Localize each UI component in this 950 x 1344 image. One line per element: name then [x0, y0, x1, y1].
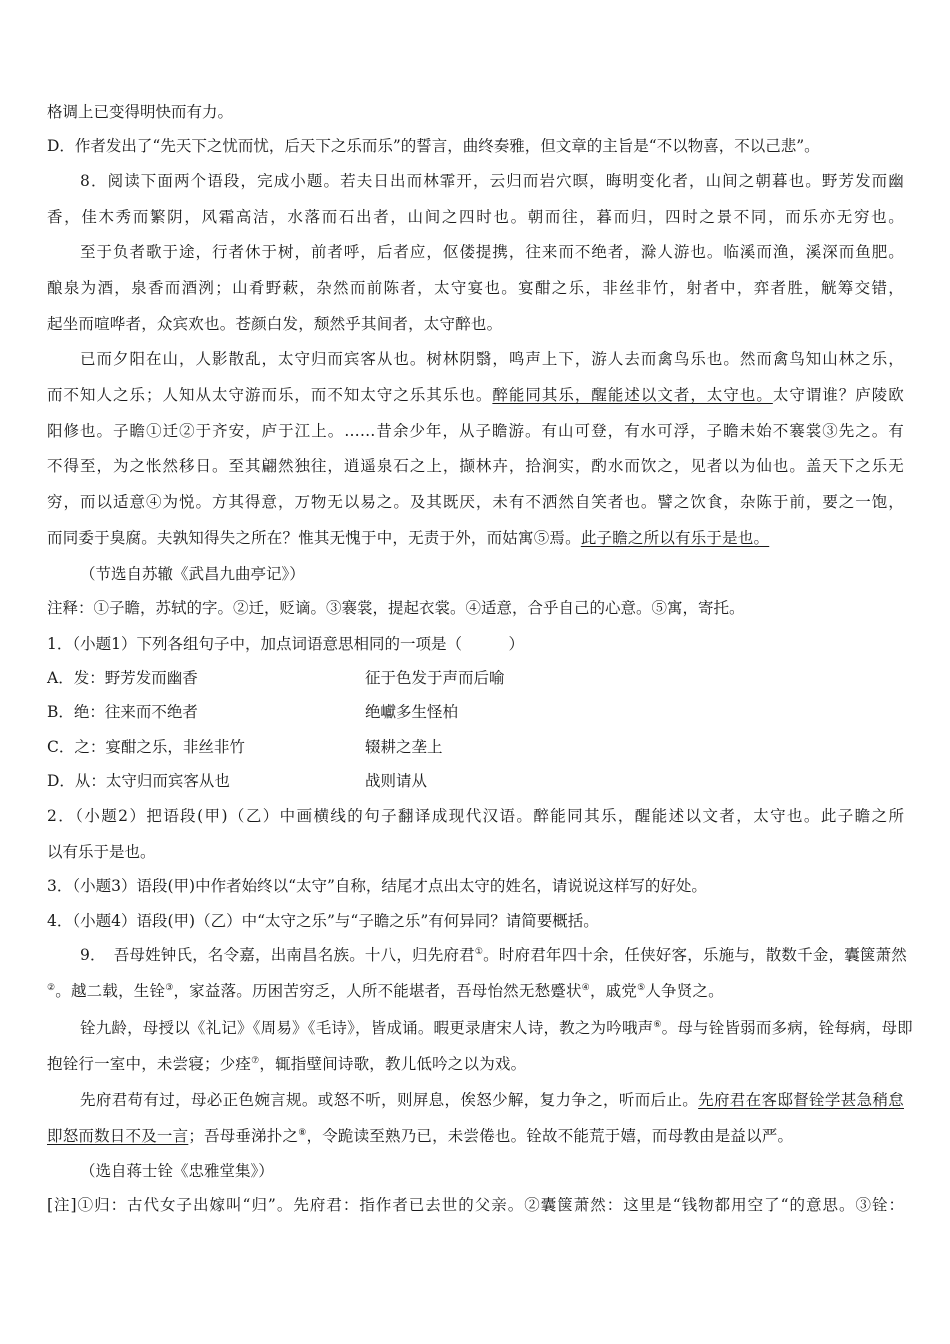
annotation-notes: [注]①归：古代女子出嫁叫“归”。先府君：指作者已去世的父亲。②囊箧萧然：这里是“钱物都用空了“的意思。③铨：	[47, 1196, 904, 1214]
source-citation: （节选自苏辙《武昌九曲亭记》）	[80, 565, 305, 583]
option-c	[47, 737, 904, 757]
footnote-mark: ⑤	[637, 982, 646, 993]
passage-line: 起坐而喧哗者，众宾欢也。苍颜白发，颓然乎其间者，太守醉也。	[47, 315, 503, 333]
option-right: 战则请从	[365, 772, 428, 790]
passage-text: 先府君苟有过，母必正色婉言规。或怒不听，则屏息，俟怒少解，复力争之，听而后止。	[80, 1091, 699, 1109]
passage-text: ，令跪读至熟乃已，未尝倦也。铨故不能荒于嬉，而母教由是益以严。	[306, 1127, 794, 1145]
option-right: 辍耕之垄上	[365, 738, 443, 756]
passage-line	[47, 385, 904, 405]
passage-line	[80, 1018, 913, 1038]
passage-line: 不得至，为之怅然移日。至其翩然独往，逍遥泉石之上，撷林卉，拾涧实，酌水而饮之，见者以为仙也。盖天下之乐无	[47, 457, 904, 475]
text-line: 格调上已变得明快而有力。	[47, 103, 234, 121]
sub-question-3: 3．（小题3）语段(甲)中作者始终以“太守”自称，结尾才点出太守的姓名，请说说这样写的好处。	[47, 877, 707, 895]
passage-text: 而不知人之乐；人知从太守游而乐，而不知太守之乐其乐也。	[47, 386, 493, 404]
passage-line: 香，佳木秀而繁阴，风霜高洁，水落而石出者，山间之四时也。朝而往，暮而归，四时之景不同，而乐亦无穷也。	[47, 208, 904, 226]
option-left: A．发：野芳发而幽香	[47, 669, 198, 687]
sub-question-2: 2．（小题2）把语段(甲)（乙）中画横线的句子翻译成现代汉语。醉能同其乐，醒能述以文者，太守也。此子瞻之所	[47, 807, 904, 825]
passage-line: 穷，而以适意④为悦。方其得意，万物无以易之。及其既厌，未有不洒然自笑者也。譬之饮食，杂陈于前，要之一饱，	[47, 493, 904, 511]
passage-text: 。母与铨皆弱而多病，铨每病，母即	[661, 1019, 913, 1037]
annotation-notes: 注释：①子瞻，苏轼的字。②迁，贬谪。③褰裳，提起衣裳。④适意，合乎自己的心意。⑤寓，寄托。	[47, 599, 745, 617]
footnote-mark: ③	[165, 982, 174, 993]
passage-line	[47, 1054, 526, 1074]
passage-line	[47, 1126, 793, 1146]
passage-text: ，家益落。历困苦穷乏，人所不能堪者，吾母怡然无愁蹙状	[173, 982, 582, 1000]
footnote-mark: ⑧	[298, 1127, 307, 1138]
footnote-mark: ④	[581, 982, 590, 993]
passage-line: 酿泉为酒，泉香而酒洌；山肴野蔌，杂然而前陈者，太守宴也。宴酣之乐，非丝非竹，射者中，弈者胜，觥筹交错，	[47, 279, 904, 297]
option-left: C．之：宴酣之乐，非丝非竹	[47, 738, 245, 756]
passage-line: 至于负者歌于途，行者休于树，前者呼，后者应，伛偻提携，往来而不绝者，滁人游也。临溪而渔，溪深而鱼肥。	[80, 243, 904, 261]
passage-text: ；吾母垂涕扑之	[188, 1127, 299, 1145]
passage-text: 太守谓谁？庐陵欧	[772, 386, 904, 404]
passage-line: 阳修也。子瞻①迁②于齐安，庐于江上。……昔余少年，从子瞻游。有山可登，有水可浮，子瞻未始不褰裳③先之。有	[47, 422, 904, 440]
option-b	[47, 702, 904, 722]
passage-text: 抱铨行一室中，未尝寝；少痊	[47, 1055, 252, 1073]
option-a	[47, 668, 904, 688]
passage-text: 。越二载，生铨	[55, 982, 166, 1000]
passage-text: ，辄指壁间诗歌，教儿低吟之以为戏。	[259, 1055, 527, 1073]
footnote-mark: ①	[474, 946, 484, 957]
passage-line	[47, 528, 769, 548]
passage-text: 。时府君年四十余，任侠好客，乐施与，散数千金，囊箧萧然	[483, 946, 908, 964]
footnote-mark: ⑥	[653, 1019, 662, 1030]
passage-text: 铨九龄，母授以《礼记》《周易》《毛诗》，皆成诵。暇更录唐宋人诗，教之为吟哦声	[80, 1019, 654, 1037]
underlined-sentence: 醉能同其乐，醒能述以文者，太守也。	[492, 386, 773, 404]
underlined-sentence: 此子瞻之所以有乐于是也。	[580, 529, 770, 547]
source-citation: （选自蒋士铨《忠雅堂集》）	[80, 1162, 274, 1180]
passage-line	[80, 1090, 904, 1110]
passage-text: 人争贤之。	[645, 982, 724, 1000]
passage-line: 已而夕阳在山，人影散乱，太守归而宾客从也。树林阴翳，鸣声上下，游人去而禽鸟乐也。然而禽鸟知山林之乐，	[80, 350, 904, 368]
sub-question-1: 1．（小题1）下列各组句子中，加点词语意思相同的一项是（ ）	[47, 635, 524, 653]
passage-text: ，戚党	[589, 982, 638, 1000]
option-d	[47, 771, 904, 791]
footnote-mark: ②	[47, 982, 56, 993]
sub-question-2-cont: 以有乐于是也。	[47, 843, 156, 861]
option-left: B．绝：往来而不绝者	[47, 703, 198, 721]
option-left: D．从：太守归而宾客从也	[47, 772, 230, 790]
sub-question-4: 4．（小题4）语段(甲)（乙）中“太守之乐”与“子瞻之乐”有何异同？请简要概括。	[47, 912, 599, 930]
option-right: 绝巘多生怪柏	[365, 703, 459, 721]
passage-line	[80, 945, 908, 965]
underlined-sentence: 先府君在客邸督铨学甚急稍怠	[698, 1091, 904, 1109]
footnote-mark: ⑦	[251, 1055, 260, 1066]
passage-line	[47, 981, 724, 1001]
passage-text: 而同委于臭腐。夫孰知得失之所在？惟其无愧于中，无责于外，而姑寓⑤焉。	[47, 529, 581, 547]
option-right: 征于色发于声而后喻	[365, 669, 505, 687]
passage-text: 9． 吾母姓钟氏，名令嘉，出南昌名族。十八，归先府君	[80, 946, 475, 964]
passage-line: 8．阅读下面两个语段，完成小题。若夫日出而林霏开，云归而岩穴暝，晦明变化者，山间之朝暮也。野芳发而幽	[80, 172, 904, 190]
text-line: D．作者发出了“先天下之忧而忧，后天下之乐而乐”的誓言，曲终奏雅，但文章的主旨是“不以物喜，不以己悲”。	[47, 137, 820, 155]
underlined-sentence: 即怒而数日不及一言	[47, 1127, 189, 1145]
